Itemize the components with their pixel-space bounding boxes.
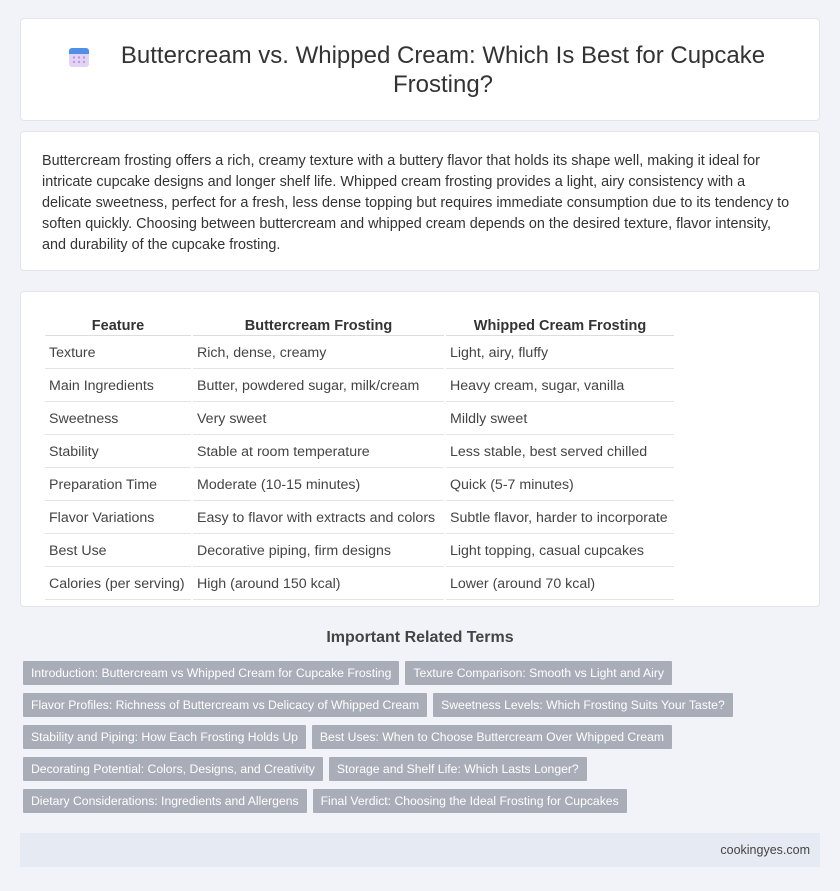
whipped-cream-cell: Less stable, best served chilled: [446, 437, 674, 468]
table-row: [45, 338, 674, 369]
related-term-tag[interactable]: Storage and Shelf Life: Which Lasts Longer?: [329, 757, 587, 781]
buttercream-cell: Easy to flavor with extracts and colors: [193, 503, 444, 534]
related-term-tag[interactable]: Sweetness Levels: Which Frosting Suits Your Taste?: [433, 693, 733, 717]
table-row: [45, 470, 674, 501]
table-row: [45, 404, 674, 435]
feature-cell: Texture: [45, 338, 191, 369]
table-header-row: [45, 316, 674, 336]
feature-cell: Preparation Time: [45, 470, 191, 501]
feature-cell: Main Ingredients: [45, 371, 191, 402]
related-term-tag[interactable]: Best Uses: When to Choose Buttercream Over Whipped Cream: [312, 725, 672, 749]
related-terms-title: Important Related Terms: [326, 629, 514, 646]
buttercream-cell: Rich, dense, creamy: [193, 338, 444, 369]
related-terms-tags: [20, 661, 820, 821]
table-row: [45, 536, 674, 567]
whipped-cream-cell: Quick (5-7 minutes): [446, 470, 674, 501]
whipped-cream-cell: Subtle flavor, harder to incorporate: [446, 503, 674, 534]
related-term-tag[interactable]: Decorating Potential: Colors, Designs, and Creativity: [23, 757, 323, 781]
table-row: [45, 569, 674, 600]
footer-site-name[interactable]: cookingyes.com: [720, 843, 810, 857]
column-header-feature: Feature: [45, 316, 191, 336]
related-term-tag[interactable]: Stability and Piping: How Each Frosting Holds Up: [23, 725, 306, 749]
table-row: [45, 371, 674, 402]
intro-card: [20, 131, 820, 271]
page-title: Buttercream vs. Whipped Cream: Which Is Best for Cupcake Frosting?: [120, 41, 766, 98]
whipped-cream-cell: Mildly sweet: [446, 404, 674, 435]
related-term-tag[interactable]: Flavor Profiles: Richness of Buttercream vs Delicacy of Whipped Cream: [23, 693, 427, 717]
whipped-cream-cell: Light topping, casual cupcakes: [446, 536, 674, 567]
buttercream-cell: Decorative piping, firm designs: [193, 536, 444, 567]
buttercream-cell: Butter, powdered sugar, milk/cream: [193, 371, 444, 402]
related-term-tag[interactable]: Introduction: Buttercream vs Whipped Cream for Cupcake Frosting: [23, 661, 399, 685]
feature-cell: Calories (per serving): [45, 569, 191, 600]
related-term-tag[interactable]: Texture Comparison: Smooth vs Light and Airy: [405, 661, 672, 685]
comparison-table-card: [20, 291, 820, 607]
column-header-whipped-cream: Whipped Cream Frosting: [446, 316, 674, 336]
feature-cell: Sweetness: [45, 404, 191, 435]
feature-cell: Best Use: [45, 536, 191, 567]
column-header-buttercream: Buttercream Frosting: [193, 316, 444, 336]
footer: [20, 833, 820, 867]
feature-cell: Stability: [45, 437, 191, 468]
comparison-table: [43, 314, 676, 602]
buttercream-cell: Very sweet: [193, 404, 444, 435]
table-row: [45, 437, 674, 468]
header-card: [20, 18, 820, 121]
buttercream-cell: Stable at room temperature: [193, 437, 444, 468]
feature-cell: Flavor Variations: [45, 503, 191, 534]
related-term-tag[interactable]: Dietary Considerations: Ingredients and Allergens: [23, 789, 307, 813]
whipped-cream-cell: Lower (around 70 kcal): [446, 569, 674, 600]
intro-paragraph: Buttercream frosting offers a rich, creamy texture with a buttery flavor that holds its shape well, making it ideal for intricate cupcake designs and longer shelf life. Whipped cream frosting provides a light, airy consistency with a delicate sweetness, perfect for a fresh, less dense topping but requires immediate consumption due to its tendency to soften quickly. Choosing between buttercream and whipped cream depends on the desired texture, flavor intensity, and durability of the cupcake frosting.: [42, 153, 790, 253]
related-term-tag[interactable]: Final Verdict: Choosing the Ideal Frosting for Cupcakes: [313, 789, 627, 813]
buttercream-cell: High (around 150 kcal): [193, 569, 444, 600]
whipped-cream-cell: Light, airy, fluffy: [446, 338, 674, 369]
buttercream-cell: Moderate (10-15 minutes): [193, 470, 444, 501]
table-row: [45, 503, 674, 534]
calendar-icon: [67, 45, 91, 69]
header: [67, 41, 773, 99]
whipped-cream-cell: Heavy cream, sugar, vanilla: [446, 371, 674, 402]
